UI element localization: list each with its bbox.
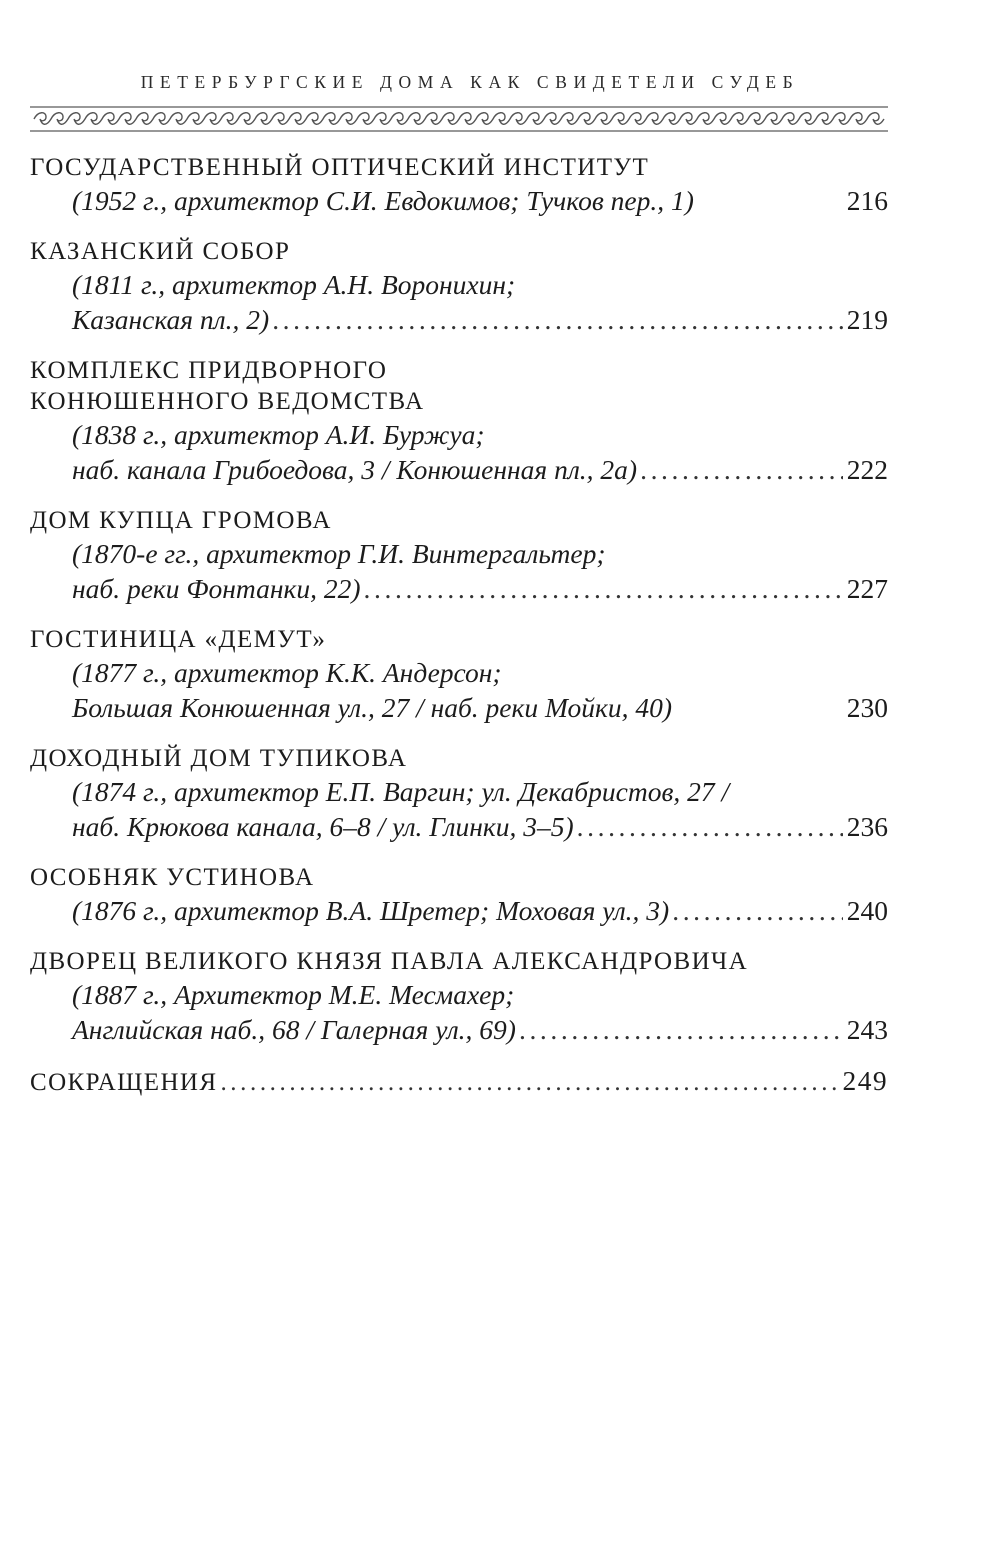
entry-title: КАЗАНСКИЙ СОБОР [30, 238, 291, 265]
entry-title-line [30, 1065, 888, 1098]
entry-title: ОСОБНЯК УСТИНОВА [30, 864, 315, 891]
dot-leader [637, 452, 843, 487]
entry-subtitle: Большая Конюшенная ул., 27 / наб. реки Мойки, 40) [72, 692, 673, 723]
toc-entry [30, 152, 888, 218]
entry-subtitle-line [30, 183, 888, 218]
dot-leader [516, 1012, 843, 1047]
table-of-contents [30, 152, 888, 1116]
entry-title: ГОСУДАРСТВЕННЫЙ ОПТИЧЕСКИЙ ИНСТИТУТ [30, 154, 650, 181]
dot-leader [574, 809, 843, 844]
entry-subtitle: (1877 г., архитектор К.К. Андерсон; [72, 657, 502, 688]
page-number: 230 [846, 692, 888, 723]
page-number: 216 [846, 185, 888, 216]
page-number: 219 [846, 304, 888, 335]
entry-title: КОМПЛЕКС ПРИДВОРНОГО [30, 357, 388, 384]
entry-subtitle-line [30, 809, 888, 844]
entry-subtitle-line [30, 452, 888, 487]
entry-subtitle: наб. реки Фонтанки, 22) [72, 573, 361, 604]
page-number: 249 [842, 1065, 888, 1096]
entry-subtitle-line [30, 571, 888, 606]
entry-subtitle: (1838 г., архитектор А.И. Буржуа; [72, 419, 485, 450]
entry-subtitle-line [30, 893, 888, 928]
page-number: 240 [846, 895, 888, 926]
dot-leader [669, 893, 843, 928]
ornamental-border [30, 104, 888, 134]
entry-title: ДОМ КУПЦА ГРОМОВА [30, 507, 332, 534]
toc-entry [30, 862, 888, 928]
entry-subtitle-line [30, 302, 888, 337]
entry-title: КОНЮШЕННОГО ВЕДОМСТВА [30, 388, 425, 415]
running-head: ПЕТЕРБУРГСКИЕ ДОМА КАК СВИДЕТЕЛИ СУДЕБ [140, 72, 800, 92]
page-number: 227 [846, 573, 888, 604]
page-number: 236 [846, 811, 888, 842]
entry-subtitle: (1870-е гг., архитектор Г.И. Винтергальтер; [72, 538, 606, 569]
entry-subtitle-line [30, 690, 888, 725]
toc-entry [30, 946, 888, 1047]
entry-title: ДВОРЕЦ ВЕЛИКОГО КНЯЗЯ ПАВЛА АЛЕКСАНДРОВИЧА [30, 948, 749, 975]
entry-subtitle: наб. Крюкова канала, 6–8 / ул. Глинки, 3–5) [72, 811, 574, 842]
entry-subtitle-line [30, 1012, 888, 1047]
entry-title: ДОХОДНЫЙ ДОМ ТУПИКОВА [30, 745, 408, 772]
page-number: 243 [846, 1014, 888, 1045]
entry-subtitle: (1887 г., Архитектор М.Е. Месмахер; [72, 979, 515, 1010]
dot-leader [217, 1067, 838, 1098]
entry-subtitle: (1811 г., архитектор А.Н. Воронихин; [72, 269, 516, 300]
dot-leader [361, 571, 843, 606]
entry-subtitle: Казанская пл., 2) [72, 304, 270, 335]
entry-subtitle: наб. канала Грибоедова, 3 / Конюшенная пл., 2а) [72, 454, 638, 485]
entry-subtitle: (1952 г., архитектор С.И. Евдокимов; Тучков пер., 1) [72, 185, 694, 216]
toc-entry [30, 1065, 888, 1098]
entry-title: ГОСТИНИЦА «ДЕМУТ» [30, 626, 327, 653]
toc-entry [30, 624, 888, 725]
dot-leader [269, 302, 843, 337]
entry-title: СОКРАЩЕНИЯ [30, 1069, 218, 1096]
toc-entry [30, 505, 888, 606]
entry-subtitle: Английская наб., 68 / Галерная ул., 69) [72, 1014, 516, 1045]
toc-entry [30, 355, 888, 487]
entry-subtitle: (1876 г., архитектор В.А. Шретер; Моховая ул., 3) [72, 895, 670, 926]
toc-entry [30, 743, 888, 844]
page-number: 222 [846, 454, 888, 485]
toc-entry [30, 236, 888, 337]
entry-subtitle: (1874 г., архитектор Е.П. Варгин; ул. Декабристов, 27 / [72, 776, 730, 807]
